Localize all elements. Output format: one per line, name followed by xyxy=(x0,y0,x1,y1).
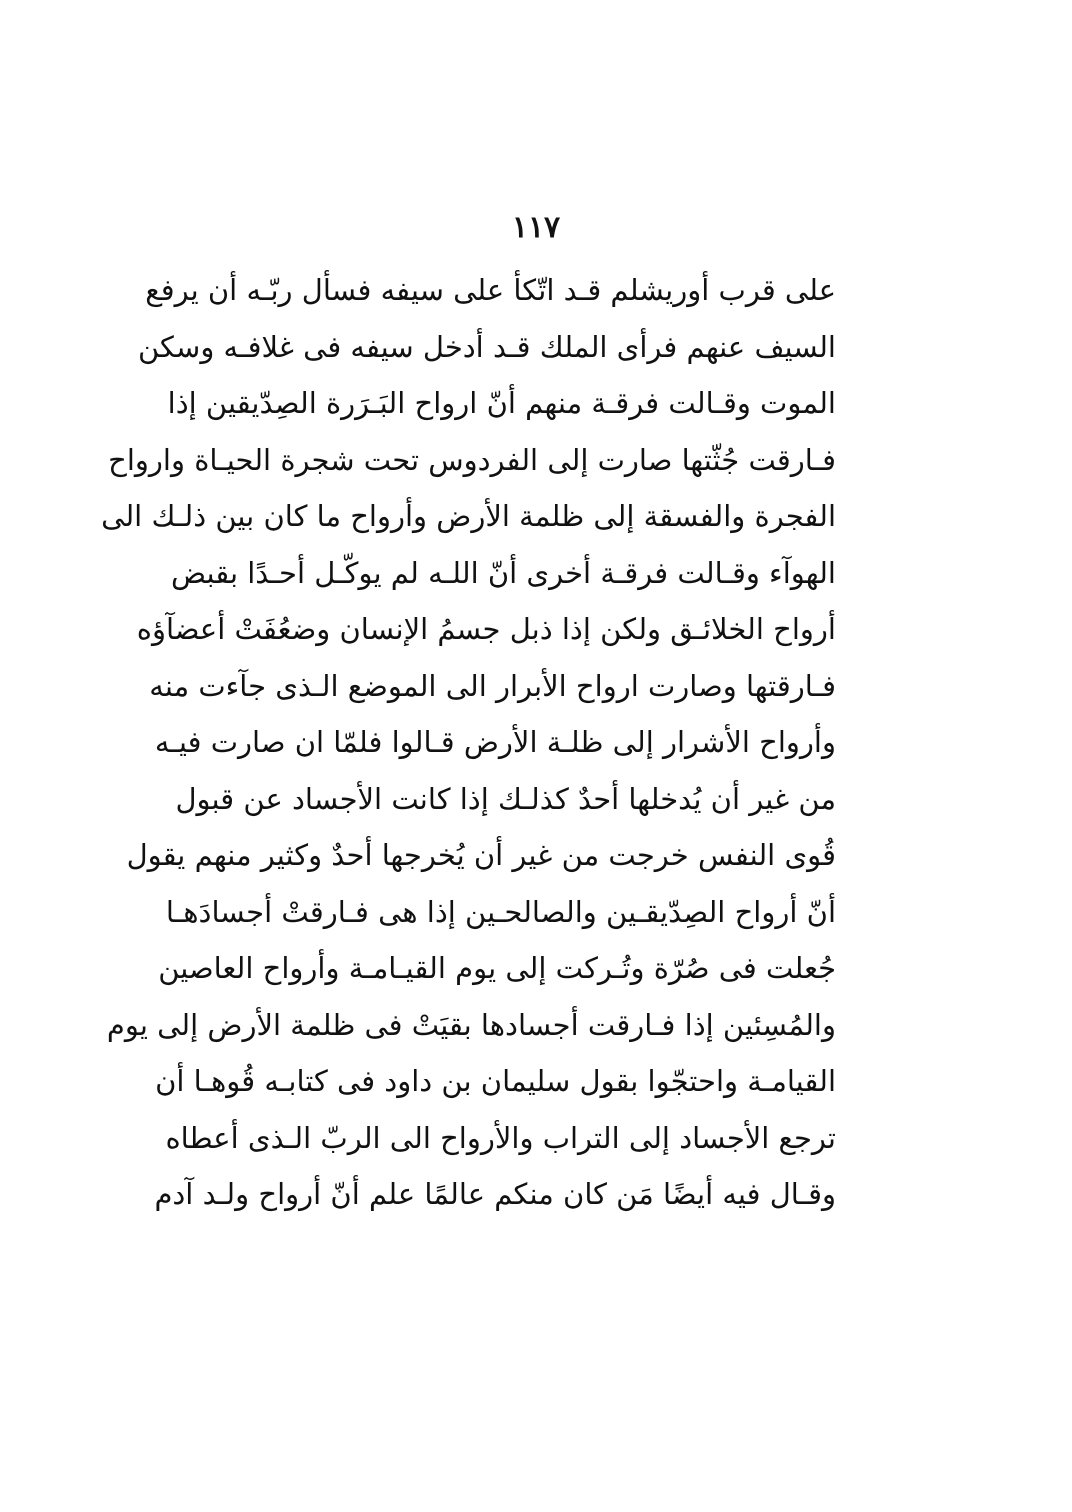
text-line: ترجع الأجساد إلى التراب والأرواح الى الربّ الـذى أعطاه xyxy=(165,1120,836,1155)
text-line: أنّ أرواح الصِدّيقـين والصالحـين إذا هى فـارقتْ أجسادَهـا xyxy=(165,894,836,929)
body-text xyxy=(101,262,836,1223)
text-line: والمُسِئين إذا فـارقت أجسادها بقيَتْ فى ظلمة الأرض إلى يوم xyxy=(106,1007,836,1042)
text-line: على قرب أوريشلم قـد اتّكأ على سيفه فسأل ربّـه أن يرفع xyxy=(145,273,836,307)
text-line: القيامـة واحتجّوا بقول سليمان بن داود فى كتابـه قُوهـا أن xyxy=(155,1064,836,1098)
text-line: وأرواح الأشرار إلى ظلـة الأرض قـالوا فلمّا ان صارت فيـه xyxy=(154,725,836,759)
text-line: الموت وقـالت فرقـة منهم أنّ ارواح البَـرَرة الصِدّيقين إذا xyxy=(167,386,836,420)
text-line: السيف عنهم فرأى الملك قـد أدخل سيفه فى غلافـه وسكن xyxy=(137,329,836,364)
text-line: الفجرة والفسقة إلى ظلمة الأرض وأرواح ما كان بين ذلـك الى xyxy=(101,499,836,533)
text-line: الهوآء وقـالت فرقـة أخرى أنّ اللـه لم يوكّـل أحـدًا بقبض xyxy=(171,555,836,590)
text-line: أرواح الخلائـق ولكن إذا ذبل جسمُ الإنسان وضعُفَتْ أعضآؤه xyxy=(136,612,836,646)
text-line: فـارقتها وصارت ارواح الأبرار الى الموضع الـذى جآءت منه xyxy=(149,668,836,703)
text-line: قُوى النفس خرجت من غير أن يُخرجها أحدٌ وكثير منهم يقول xyxy=(126,838,836,872)
text-line: من غير أن يُدخلها أحدٌ كذلـك إذا كانت الأجساد عن قبول xyxy=(175,781,836,816)
page-number: ١١٧ xyxy=(511,210,561,245)
text-line: وقـال فيه أيضًا مَن كان منكم عالمًا علم أنّ أرواح ولـد آدم xyxy=(154,1177,836,1211)
text-line: جُعلت فى صُرّة وتُـركت إلى يوم القيـامـة وأرواح العاصين xyxy=(158,951,836,985)
text-line: فـارقت جُثّتها صارت إلى الفردوس تحت شجرة الحيـاة وارواح xyxy=(108,442,836,477)
